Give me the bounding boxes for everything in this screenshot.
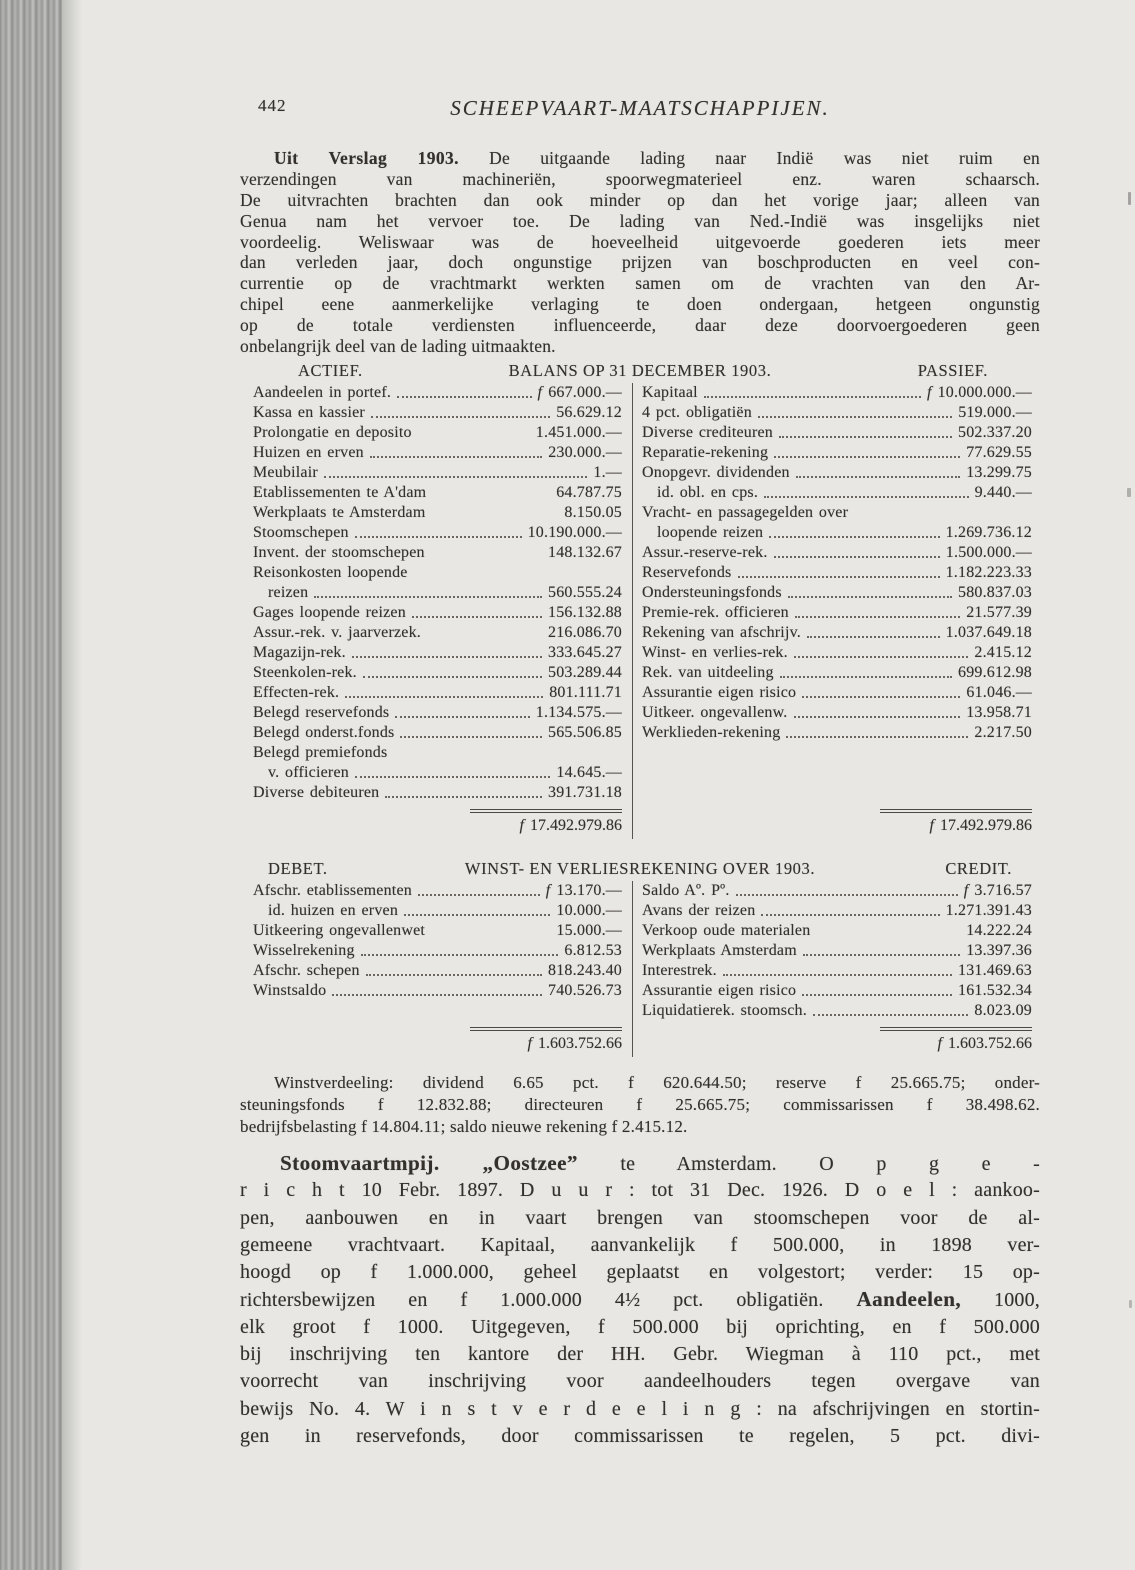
text-line: onbelangrijk deel van de lading uitmaakten.	[240, 336, 556, 357]
text-line: bedrijfsbelasting f 14.804.11; saldo nieuwe rekening f 2.415.12.	[240, 1116, 688, 1136]
row-amount: 64.787.75	[556, 483, 622, 501]
row-amount: 161.532.34	[958, 981, 1032, 999]
table-row	[642, 703, 1032, 723]
scan-speck	[1127, 488, 1131, 497]
row-amount: 801.111.71	[549, 683, 622, 701]
dot-leader	[361, 954, 559, 956]
page-header	[240, 96, 1040, 122]
row-amount: 148.132.67	[548, 543, 622, 561]
row-label: Assurantie eigen risico	[642, 683, 797, 701]
text-line: Stoomvaartmpij. „Oostzee” te Amsterdam. O p g e -	[280, 1150, 1040, 1175]
row-amount: 14.222.24	[966, 921, 1032, 939]
table-row	[253, 523, 622, 543]
row-label: Belegd reservefonds	[253, 703, 390, 721]
dot-leader	[796, 476, 960, 478]
scan-speck	[1129, 1300, 1132, 1308]
page-title: SCHEEPVAART-MAATSCHAPPIJEN.	[450, 96, 830, 120]
dot-leader	[795, 616, 960, 618]
row-label: Reparatie-rekening	[642, 443, 769, 461]
text-line: richtersbewijzen en f 1.000.000 4½ pct. obligatiën. Aandeelen, 1000,	[240, 1287, 1040, 1312]
table-row	[253, 961, 622, 981]
text-line: Genua nam het vervoer toe. De lading van Ned.-Indië was insgelijks niet	[240, 210, 1040, 231]
dot-leader	[418, 894, 540, 896]
text-line: bij inschrijving ten kantore der HH. Gebr. Wiegman à 110 pct., met	[240, 1342, 1040, 1365]
table-row	[253, 901, 622, 921]
table-row	[642, 723, 1032, 743]
row-label: Interestrek.	[642, 961, 717, 979]
total-amount: 1.603.752.66	[538, 1034, 622, 1052]
dot-leader	[370, 456, 542, 458]
profit-distribution-paragraph	[240, 1072, 1040, 1138]
currency-florin: f	[527, 1034, 532, 1052]
text-line: voordeelig. Weliswaar was de hoeveelheid uitgevoerde goederen iets meer	[240, 231, 1040, 252]
row-label: Saldo Aº. Pº.	[642, 881, 730, 899]
table-row	[253, 463, 622, 483]
total-amount: 1.603.752.66	[948, 1034, 1032, 1052]
table-row	[253, 663, 622, 683]
dot-leader	[774, 456, 960, 458]
table-row	[642, 881, 1032, 901]
row-amount: 3.716.57	[974, 881, 1032, 899]
page-content	[240, 0, 1040, 1450]
row-amount: 21.577.39	[966, 603, 1032, 621]
row-label: Onopgevr. dividenden	[642, 463, 790, 481]
company-entry-paragraph	[240, 1150, 1040, 1450]
dot-leader	[385, 796, 542, 798]
page-number: 442	[258, 96, 287, 115]
balance-title: BALANS OP 31 DECEMBER 1903.	[508, 360, 772, 380]
row-amount: 13.397.36	[966, 941, 1032, 959]
text-line: Uit Verslag 1903. De uitgaande lading naar Indië was niet ruim en	[274, 148, 1040, 168]
table-row	[642, 383, 1032, 403]
text-line: hoogd op f 1.000.000, geheel geplaatst en volgestort; verder: 15 op-	[240, 1261, 1040, 1284]
row-label: Assurantie eigen risico	[642, 981, 797, 999]
dot-leader	[332, 994, 542, 996]
row-label: Werklieden-rekening	[642, 723, 781, 741]
dot-leader	[803, 954, 960, 956]
table-row	[642, 423, 1032, 443]
row-label: Reisonkosten loopende	[253, 563, 408, 581]
row-amount: 1.271.391.43	[945, 901, 1032, 919]
balance-sheet-header	[240, 359, 1040, 383]
row-label: Winst- en verlies-rek.	[642, 643, 788, 661]
row-amount: 503.289.44	[548, 663, 622, 681]
dot-leader	[363, 676, 542, 678]
row-amount: 156.132.88	[548, 603, 622, 621]
currency-florin: f	[963, 881, 969, 899]
row-label: Rek. van uitdeeling	[642, 663, 774, 681]
dot-leader	[736, 894, 958, 896]
table-row	[642, 623, 1032, 643]
balance-actief-total	[253, 803, 622, 839]
balance-passief-total	[642, 803, 1032, 839]
row-amount: 10.000.—	[556, 901, 622, 919]
text-line: verzendingen van machineriën, spoorwegmaterieel enz. waren schaarsch.	[240, 168, 1040, 189]
table-row	[253, 703, 622, 723]
text-line: r i c h t 10 Febr. 1897. D u u r : tot 31 Dec. 1926. D o e l : aankoo-	[240, 1179, 1040, 1202]
balance-body	[240, 383, 1040, 839]
debet-label: DEBET.	[268, 858, 328, 878]
row-amount: 740.526.73	[548, 981, 622, 999]
dot-leader	[794, 656, 969, 658]
dot-leader	[324, 476, 587, 478]
row-amount: 580.837.03	[958, 583, 1032, 601]
row-amount: 1.134.575.—	[535, 703, 622, 721]
dot-leader	[400, 736, 542, 738]
row-label: Uitkeering ongevallenwet	[253, 921, 426, 939]
table-row	[253, 941, 622, 961]
table-row	[253, 603, 622, 623]
dot-leader	[786, 736, 968, 738]
row-label: Steenkolen-rek.	[253, 663, 357, 681]
row-label: loopende reizen	[657, 523, 764, 541]
profit-loss-sheet	[240, 857, 1040, 1057]
row-amount: 1.182.223.33	[945, 563, 1032, 581]
row-label: Afschr. schepen	[253, 961, 360, 979]
table-row	[253, 623, 622, 643]
pnl-debet-total	[253, 1021, 622, 1057]
row-amount: 8.150.05	[564, 503, 622, 521]
pnl-sheet-header	[240, 857, 1040, 881]
table-row	[642, 403, 1032, 423]
table-row	[253, 921, 622, 941]
text-line: elk groot f 1000. Uitgegeven, f 500.000 bij oprichting, en f 500.000	[240, 1315, 1040, 1338]
row-label: Wisselrekening	[253, 941, 355, 959]
text-line: dan verleden jaar, doch ongunstige prijzen van boschproducten en veel con-	[240, 252, 1040, 273]
row-amount: 13.170.—	[556, 881, 622, 899]
row-amount: 131.469.63	[958, 961, 1032, 979]
scan-speck	[1128, 192, 1131, 205]
table-row	[642, 663, 1032, 683]
table-row	[642, 941, 1032, 961]
pnl-credit-column	[632, 881, 1040, 1057]
table-row	[253, 723, 622, 743]
dot-leader	[802, 696, 960, 698]
pnl-title: WINST- EN VERLIESREKENING OVER 1903.	[464, 858, 816, 878]
table-row	[253, 423, 622, 443]
dot-leader	[769, 536, 939, 538]
row-label: Belegd premiefonds	[253, 743, 388, 761]
pnl-credit-total	[642, 1021, 1032, 1057]
balance-actief-column	[240, 383, 632, 839]
text-line: op de totale verdiensten influenceerde, daar deze doorvoergoederen geen	[240, 315, 1040, 336]
dot-leader	[412, 616, 542, 618]
row-amount: 1.500.000.—	[945, 543, 1032, 561]
row-label: Gages loopende reizen	[253, 603, 406, 621]
dot-leader	[774, 556, 940, 558]
row-amount: 667.000.—	[548, 383, 622, 401]
pnl-debet-column	[240, 881, 632, 1057]
row-label: id. obl. en cps.	[657, 483, 759, 501]
row-label: Diverse debiteuren	[253, 783, 380, 801]
table-row	[642, 901, 1032, 921]
row-amount: 818.243.40	[548, 961, 622, 979]
currency-florin: f	[926, 383, 932, 401]
text-line: bewijs No. 4. W i n s t v e r d e e l i n g : na afschrijvingen en stortin-	[240, 1397, 1040, 1420]
row-label: Afschr. etablissementen	[253, 881, 412, 899]
currency-florin: f	[519, 816, 524, 834]
row-label: Winstsaldo	[253, 981, 327, 999]
dot-leader	[371, 416, 550, 418]
dot-leader	[780, 676, 952, 678]
dot-leader	[704, 396, 921, 398]
currency-florin: f	[545, 881, 551, 899]
table-row	[642, 981, 1032, 1001]
row-amount: 502.337.20	[958, 423, 1032, 441]
dot-leader	[761, 914, 939, 916]
dot-leader	[738, 576, 940, 578]
row-amount: 13.299.75	[966, 463, 1032, 481]
dot-leader	[314, 596, 542, 598]
dot-leader	[807, 636, 940, 638]
dot-leader	[758, 416, 952, 418]
dot-leader	[355, 536, 522, 538]
dot-leader	[352, 656, 542, 658]
text-line: voorrecht van inschrijving voor aandeelhouders tegen overgave van	[240, 1370, 1040, 1393]
row-label: Assur.-rek. v. jaarverzek.	[253, 623, 421, 641]
row-label: Effecten-rek.	[253, 683, 340, 701]
row-amount: 391.731.18	[548, 783, 622, 801]
row-label: Avans der reizen	[642, 901, 756, 919]
balance-passief-column	[632, 383, 1040, 839]
text-line: gemeene vrachtvaart. Kapitaal, aanvankelijk f 500.000, in 1898 ver-	[240, 1233, 1040, 1256]
pnl-body	[240, 881, 1040, 1057]
row-amount: 560.555.24	[548, 583, 622, 601]
row-label: Belegd onderst.fonds	[253, 723, 395, 741]
table-row	[642, 1001, 1032, 1021]
row-label: v. officieren	[268, 763, 349, 781]
row-amount: 10.000.000.—	[937, 383, 1032, 401]
row-label: reizen	[268, 583, 309, 601]
row-label: Etablissementen te A'dam	[253, 483, 427, 501]
row-label: Magazijn-rek.	[253, 643, 346, 661]
table-row	[642, 643, 1032, 663]
row-amount: 8.023.09	[974, 1001, 1032, 1019]
dot-leader	[345, 696, 543, 698]
dot-leader	[355, 776, 550, 778]
row-amount: 1.037.649.18	[945, 623, 1032, 641]
currency-florin: f	[537, 383, 543, 401]
row-label: Liquidatierek. stoomsch.	[642, 1001, 807, 1019]
row-amount: 565.506.85	[548, 723, 622, 741]
table-row	[253, 383, 622, 403]
row-amount: 61.046.—	[966, 683, 1032, 701]
dot-leader	[366, 974, 542, 976]
row-label: Huizen en erven	[253, 443, 364, 461]
row-label: 4 pct. obligatiën	[642, 403, 752, 421]
text-line: Winstverdeeling: dividend 6.65 pct. f 620.644.50; reserve f 25.665.75; onder-	[274, 1072, 1040, 1092]
table-row	[642, 443, 1032, 463]
table-row	[642, 563, 1032, 583]
row-amount: 1.269.736.12	[945, 523, 1032, 541]
row-label: Meubilair	[253, 463, 318, 481]
dot-leader	[764, 496, 969, 498]
text-line: steuningsfonds f 12.832.88; directeuren f 25.665.75; commissarissen f 38.498.62.	[240, 1094, 1040, 1114]
dot-leader	[794, 716, 961, 718]
dot-leader	[397, 396, 531, 398]
dot-leader	[723, 974, 952, 976]
row-amount: 519.000.—	[958, 403, 1032, 421]
table-row	[253, 563, 622, 583]
row-label: Kapitaal	[642, 383, 698, 401]
row-amount: 699.612.98	[958, 663, 1032, 681]
table-row	[642, 523, 1032, 543]
row-label: Aandeelen in portef.	[253, 383, 392, 401]
row-label: Uitkeer. ongevallenw.	[642, 703, 788, 721]
row-label: Invent. der stoomschepen	[253, 543, 425, 561]
row-amount: 230.000.—	[548, 443, 622, 461]
row-label: Diverse crediteuren	[642, 423, 774, 441]
table-row	[642, 483, 1032, 503]
row-amount: 1.451.000.—	[535, 423, 622, 441]
balance-sheet	[240, 359, 1040, 839]
table-row	[642, 503, 1032, 523]
report-paragraph	[240, 148, 1040, 357]
row-amount: 1.—	[593, 463, 622, 481]
row-label: Rekening van afschrijv.	[642, 623, 801, 641]
row-label: Reservefonds	[642, 563, 732, 581]
table-row	[253, 403, 622, 423]
book-binding-shadow	[0, 0, 62, 1570]
row-amount: 2.415.12	[974, 643, 1032, 661]
row-amount: 77.629.55	[966, 443, 1032, 461]
table-row	[253, 743, 622, 763]
table-row	[642, 961, 1032, 981]
row-amount: 56.629.12	[556, 403, 622, 421]
row-label: Prolongatie en deposito	[253, 423, 412, 441]
actief-label: ACTIEF.	[298, 360, 363, 380]
row-amount: 10.190.000.—	[527, 523, 622, 541]
row-amount: 6.812.53	[564, 941, 622, 959]
currency-florin: f	[929, 816, 934, 834]
row-amount: 333.645.27	[548, 643, 622, 661]
text-line: chipel eene aanmerkelijke verlaging te doen ondergaan, hetgeen ongunstig	[240, 294, 1040, 315]
table-row	[642, 683, 1032, 703]
row-label: Stoomschepen	[253, 523, 349, 541]
row-label: Vracht- en passagegelden over	[642, 503, 849, 521]
currency-florin: f	[937, 1034, 942, 1052]
table-row	[253, 881, 622, 901]
row-amount: 216.086.70	[548, 623, 622, 641]
text-line: currentie op de vrachtmarkt werkten samen om de vrachten van den Ar-	[240, 273, 1040, 294]
row-label: Verkoop oude materialen	[642, 921, 811, 939]
dot-leader	[802, 994, 952, 996]
table-row	[253, 783, 622, 803]
row-label: id. huizen en erven	[268, 901, 399, 919]
dot-leader	[788, 596, 952, 598]
dot-leader	[813, 1014, 968, 1016]
table-row	[253, 583, 622, 603]
dot-leader	[395, 716, 529, 718]
table-row	[253, 981, 622, 1001]
table-row	[642, 543, 1032, 563]
row-label: Premie-rek. officieren	[642, 603, 789, 621]
table-row	[253, 503, 622, 523]
table-row	[253, 543, 622, 563]
row-label: Kassa en kassier	[253, 403, 365, 421]
dot-leader	[404, 914, 550, 916]
text-line: gen in reservefonds, door commissarissen te regelen, 5 pct. divi-	[240, 1424, 1040, 1447]
table-row	[253, 483, 622, 503]
total-amount: 17.492.979.86	[940, 816, 1032, 834]
row-amount: 9.440.—	[974, 483, 1032, 501]
row-amount: 15.000.—	[556, 921, 622, 939]
total-amount: 17.492.979.86	[530, 816, 622, 834]
table-row	[642, 603, 1032, 623]
table-row	[642, 583, 1032, 603]
text-line: De uitvrachten brachten dan ook minder op dan het vorige jaar; alleen van	[240, 189, 1040, 210]
table-row	[642, 463, 1032, 483]
passief-label: PASSIEF.	[917, 360, 988, 380]
table-row	[253, 683, 622, 703]
row-label: Werkplaats Amsterdam	[642, 941, 797, 959]
text-line: pen, aanbouwen en in vaart brengen van stoomschepen voor de al-	[240, 1206, 1040, 1229]
table-row	[253, 763, 622, 783]
row-amount: 14.645.—	[556, 763, 622, 781]
dot-leader	[779, 436, 952, 438]
row-amount: 13.958.71	[966, 703, 1032, 721]
credit-label: CREDIT.	[945, 858, 1012, 878]
table-row	[253, 443, 622, 463]
row-amount: 2.217.50	[974, 723, 1032, 741]
row-label: Werkplaats te Amsterdam	[253, 503, 426, 521]
table-row	[253, 643, 622, 663]
row-label: Assur.-reserve-rek.	[642, 543, 768, 561]
table-row	[642, 921, 1032, 941]
row-label: Ondersteuningsfonds	[642, 583, 782, 601]
